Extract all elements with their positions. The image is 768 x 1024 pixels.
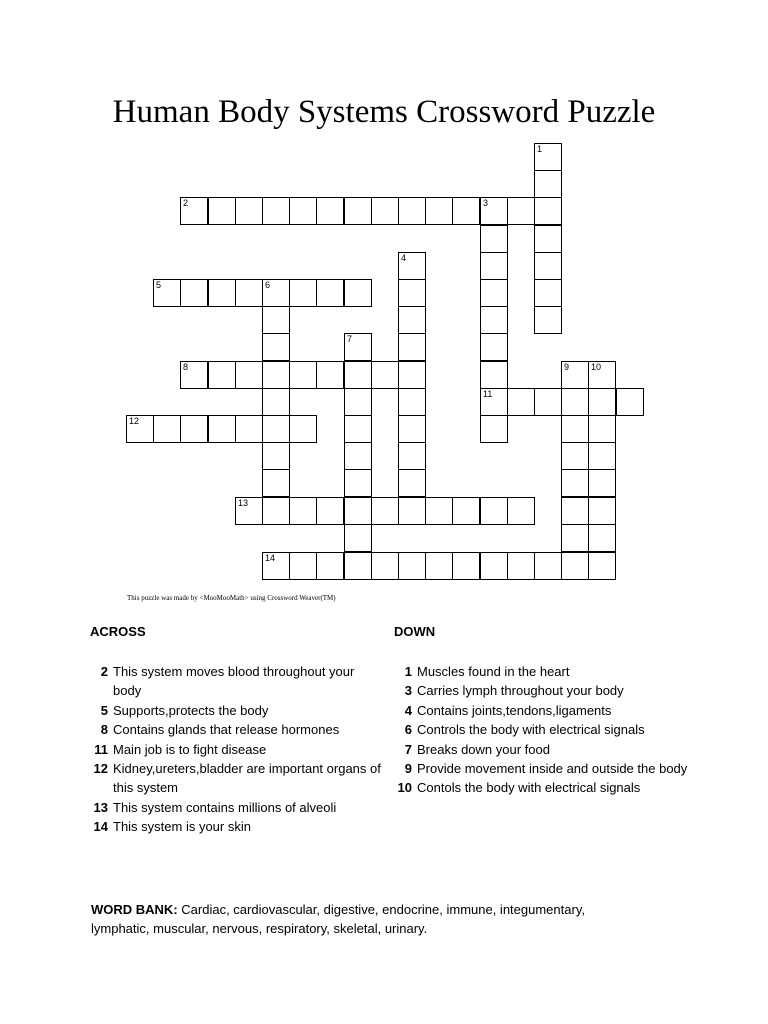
crossword-cell	[289, 279, 317, 307]
crossword-cell	[588, 361, 616, 389]
crossword-cell	[398, 552, 426, 580]
crossword-cell	[588, 388, 616, 416]
crossword-cell	[208, 361, 236, 389]
crossword-cell	[371, 552, 399, 580]
crossword-cell	[398, 197, 426, 225]
crossword-cell	[344, 552, 372, 580]
cell-number: 4	[401, 253, 407, 263]
crossword-cell	[561, 524, 589, 552]
crossword-cell	[262, 306, 290, 334]
crossword-cell	[398, 279, 426, 307]
crossword-cell	[507, 197, 535, 225]
across-clue: 12 Kidney,ureters,bladder are important organs of this system	[93, 761, 381, 796]
crossword-cell	[180, 197, 208, 225]
crossword-cell	[480, 306, 508, 334]
crossword-cell	[561, 497, 589, 525]
down-clue: 10 Contols the body with electrical signals	[397, 780, 641, 796]
crossword-cell	[344, 279, 372, 307]
crossword-cell	[507, 497, 535, 525]
crossword-cell	[398, 388, 426, 416]
crossword-cell	[344, 469, 372, 497]
down-clue: 6 Controls the body with electrical signals	[404, 722, 645, 738]
crossword-cell	[344, 497, 372, 525]
crossword-cell	[235, 415, 263, 443]
crossword-cell	[289, 497, 317, 525]
cell-number: 7	[347, 334, 353, 344]
cell-number: 10	[591, 362, 602, 372]
crossword-cell	[371, 197, 399, 225]
down-clue: 7 Breaks down your food	[404, 741, 550, 757]
down-clue: 4 Contains joints,tendons,ligaments	[404, 702, 612, 718]
crossword-cell	[398, 361, 426, 389]
crossword-cell	[371, 361, 399, 389]
crossword-cell	[208, 279, 236, 307]
crossword-cell	[480, 361, 508, 389]
crossword-cell	[289, 361, 317, 389]
crossword-cell	[561, 552, 589, 580]
crossword-cell	[588, 415, 616, 443]
crossword-cell	[507, 552, 535, 580]
crossword-cell	[507, 388, 535, 416]
across-clue: 14 This system is your skin	[93, 819, 251, 835]
crossword-cell	[588, 552, 616, 580]
crossword-cell	[180, 279, 208, 307]
cell-number: 9	[564, 362, 570, 372]
crossword-cell	[344, 388, 372, 416]
crossword-cell	[398, 469, 426, 497]
crossword-cell	[262, 497, 290, 525]
crossword-cell	[371, 497, 399, 525]
crossword-cell	[398, 497, 426, 525]
crossword-cell	[262, 388, 290, 416]
crossword-cell	[262, 361, 290, 389]
crossword-cell	[534, 197, 562, 225]
across-clue-list	[84, 662, 384, 837]
crossword-cell	[534, 279, 562, 307]
crossword-cell	[480, 552, 508, 580]
page-title: Human Body Systems Crossword Puzzle	[112, 94, 656, 130]
crossword-cell	[344, 197, 372, 225]
crossword-cell	[561, 415, 589, 443]
crossword-cell	[398, 252, 426, 280]
crossword-cell	[344, 361, 372, 389]
crossword-cell	[262, 333, 290, 361]
down-clue: 9 Provide movement inside and outside the body	[404, 761, 688, 777]
crossword-cell	[153, 415, 181, 443]
crossword-cell	[616, 388, 644, 416]
crossword-cell	[480, 497, 508, 525]
word-bank-label: WORD BANK:	[91, 902, 178, 917]
crossword-cell	[534, 170, 562, 198]
down-clue-list	[388, 662, 688, 798]
cell-number: 5	[156, 280, 162, 290]
crossword-cell	[262, 469, 290, 497]
crossword-cell	[588, 497, 616, 525]
crossword-cell	[344, 333, 372, 361]
crossword-cell	[316, 361, 344, 389]
crossword-cell	[480, 415, 508, 443]
crossword-cell	[398, 442, 426, 470]
crossword-cell	[208, 197, 236, 225]
crossword-cell	[534, 552, 562, 580]
cell-number: 14	[265, 553, 276, 563]
crossword-cell	[316, 197, 344, 225]
crossword-cell	[534, 252, 562, 280]
crossword-cell	[126, 415, 154, 443]
crossword-cell	[235, 497, 263, 525]
down-clue: 1 Muscles found in the heart	[404, 664, 570, 679]
cell-number: 8	[183, 362, 189, 372]
cell-number: 11	[483, 389, 493, 399]
crossword-cell	[398, 333, 426, 361]
crossword-cell	[534, 388, 562, 416]
crossword-cell	[480, 225, 508, 253]
word-bank-text: Cardiac, cardiovascular, digestive, endocrine, immune, integumentary, lymphatic, muscular, nervous, respiratory, skeletal, urinary.	[91, 902, 585, 936]
crossword-cell	[316, 552, 344, 580]
crossword-cell	[480, 252, 508, 280]
crossword-cell	[262, 279, 290, 307]
crossword-cell	[262, 415, 290, 443]
crossword-cell	[262, 197, 290, 225]
crossword-cell	[452, 552, 480, 580]
crossword-cell	[208, 415, 236, 443]
crossword-cell	[561, 388, 589, 416]
across-clue: 13 This system contains millions of alveoli	[93, 799, 337, 815]
cell-number: 13	[238, 498, 249, 508]
crossword-cell	[534, 306, 562, 334]
crossword-cell	[452, 497, 480, 525]
crossword-cell	[344, 524, 372, 552]
crossword-cell	[561, 442, 589, 470]
crossword-cell	[344, 415, 372, 443]
crossword-cell	[561, 469, 589, 497]
crossword-cell	[561, 361, 589, 389]
crossword-cell	[180, 361, 208, 389]
crossword-cell	[235, 279, 263, 307]
crossword-cell	[398, 415, 426, 443]
crossword-cell	[452, 197, 480, 225]
cell-number: 12	[129, 416, 140, 426]
crossword-cell	[425, 497, 453, 525]
crossword-cell	[289, 552, 317, 580]
crossword-cell	[316, 279, 344, 307]
crossword-cell	[262, 442, 290, 470]
across-clue: 2 This system moves blood throughout your body	[100, 664, 355, 699]
crossword-cell	[425, 552, 453, 580]
crossword-cell	[588, 442, 616, 470]
crossword-cell	[588, 524, 616, 552]
crossword-cell	[398, 306, 426, 334]
crossword-cell	[316, 497, 344, 525]
crossword-cell	[344, 442, 372, 470]
crossword-cell	[534, 143, 562, 171]
crossword-cell	[180, 415, 208, 443]
across-heading: ACROSS	[90, 624, 146, 639]
crossword-cell	[235, 197, 263, 225]
down-clue: 3 Carries lymph throughout your body	[404, 683, 624, 699]
crossword-cell	[480, 333, 508, 361]
across-clue: 8 Contains glands that release hormones	[100, 722, 340, 738]
crossword-cell	[480, 388, 508, 416]
crossword-cell	[153, 279, 181, 307]
crossword-cell	[425, 197, 453, 225]
crossword-cell	[480, 279, 508, 307]
crossword-cell	[262, 552, 290, 580]
crossword-cell	[235, 361, 263, 389]
crossword-cell	[289, 197, 317, 225]
crossword-cell	[588, 469, 616, 497]
crossword-cell	[480, 197, 508, 225]
cell-number: 3	[483, 198, 489, 208]
puzzle-credit: This puzzle was made by <MooMooMath> using Crossword Weaver(TM)	[127, 594, 336, 602]
cell-number: 6	[265, 280, 271, 290]
across-clue: 11 Main job is to fight disease	[94, 741, 267, 757]
word-bank	[91, 900, 611, 938]
cell-number: 1	[537, 144, 543, 154]
down-heading: DOWN	[394, 624, 436, 639]
crossword-cell	[289, 415, 317, 443]
crossword-cell	[534, 225, 562, 253]
across-clue: 5 Supports,protects the body	[100, 702, 269, 718]
cell-number: 2	[183, 198, 189, 208]
